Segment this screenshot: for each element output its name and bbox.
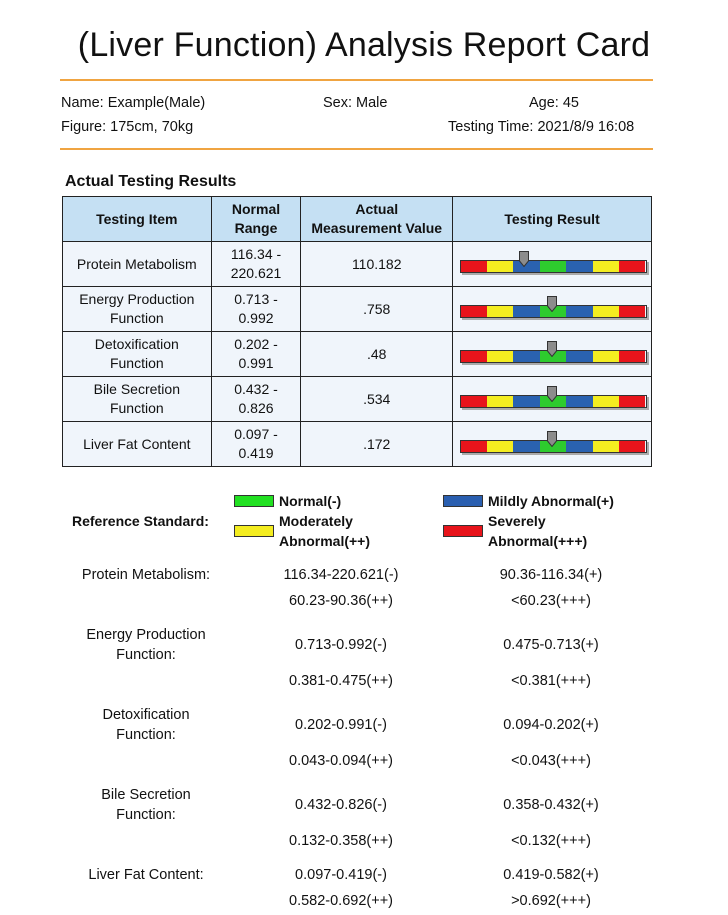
- reference-moderate-range: 60.23-90.36(++): [289, 593, 393, 609]
- testing-result: [453, 242, 652, 287]
- normal-range-line1: 0.097 -: [234, 426, 278, 442]
- reference-mild-range: 0.094-0.202(+): [503, 717, 599, 733]
- gauge-segment: [461, 261, 487, 272]
- gauge-segment: [619, 261, 645, 272]
- normal-range-line1: 0.713 -: [234, 291, 278, 307]
- patient-sex: Sex: Male: [323, 95, 388, 111]
- result-gauge: [460, 341, 645, 367]
- results-table: [62, 196, 652, 467]
- results-header-row: [63, 197, 652, 242]
- gauge-marker-icon: [547, 386, 557, 402]
- legend-moderate-label-line2: Abnormal(++): [279, 533, 371, 549]
- result-row: [63, 422, 652, 467]
- reference-moderate-range: 0.582-0.692(++): [289, 893, 393, 909]
- result-gauge: [460, 386, 645, 412]
- testing-item-line1: Energy Production: [79, 291, 195, 307]
- header-divider-top: [60, 79, 653, 81]
- gauge-segment: [593, 396, 619, 407]
- normal-range-line1: 116.34 -: [230, 246, 282, 262]
- reference-item-name: Protein Metabolism:: [81, 567, 211, 583]
- legend-moderate-label-line1: Moderately: [279, 513, 353, 529]
- reference-mild-range: 0.358-0.432(+): [503, 797, 599, 813]
- gauge-segment: [487, 396, 513, 407]
- result-gauge-bar: [460, 260, 647, 273]
- gauge-segment: [513, 306, 539, 317]
- gauge-marker-icon: [547, 341, 557, 357]
- gauge-segment: [487, 441, 513, 452]
- reference-item-name: Energy Production: [86, 627, 206, 643]
- legend-mild-swatch: [443, 495, 483, 507]
- normal-range-line2: 0.419: [238, 445, 274, 461]
- reference-moderate-range: 0.381-0.475(++): [289, 673, 393, 689]
- reference-item-name: Detoxification: [102, 707, 190, 723]
- reference-severe-range: <0.043(+++): [511, 753, 591, 769]
- report-title: (Liver Function) Analysis Report Card: [77, 26, 651, 64]
- reference-item-name: Liver Fat Content:: [88, 867, 204, 883]
- normal-range-line2: 0.992: [238, 310, 274, 326]
- testing-item-line1: Protein Metabolism: [76, 255, 197, 272]
- gauge-segment: [619, 306, 645, 317]
- testing-item: [63, 242, 212, 287]
- patient-age: Age: 45: [529, 95, 579, 111]
- reference-mild-range: 0.419-0.582(+): [503, 867, 599, 883]
- gauge-segment: [593, 351, 619, 362]
- gauge-segment: [540, 261, 566, 272]
- normal-range: [211, 332, 301, 377]
- measurement-value: .758: [301, 287, 453, 332]
- testing-item-line2: Function: [109, 355, 164, 371]
- testing-item: [63, 377, 212, 422]
- normal-range: [211, 287, 301, 332]
- gauge-segment: [461, 396, 487, 407]
- result-gauge: [460, 296, 645, 322]
- normal-range-line2: 220.621: [230, 265, 282, 281]
- patient-name: Name: Example(Male): [61, 95, 206, 111]
- result-row: [63, 377, 652, 422]
- reference-severe-range: <60.23(+++): [511, 593, 591, 609]
- gauge-segment: [566, 441, 592, 452]
- measurement-value: 110.182: [301, 242, 453, 287]
- testing-item-line1: Bile Secretion: [93, 381, 180, 397]
- testing-result: [453, 377, 652, 422]
- gauge-segment: [513, 351, 539, 362]
- header-divider-bottom: [60, 148, 653, 150]
- gauge-segment: [461, 441, 487, 452]
- reference-standard-label: Reference Standard:: [72, 513, 209, 529]
- results-section-title: Actual Testing Results: [65, 173, 237, 190]
- testing-time: Testing Time: 2021/8/9 16:08: [448, 119, 635, 135]
- gauge-marker-icon: [519, 251, 529, 267]
- testing-result: [453, 332, 652, 377]
- normal-range: [211, 242, 301, 287]
- gauge-marker-icon: [547, 296, 557, 312]
- normal-range-line2: 0.991: [238, 355, 274, 371]
- legend-mild-label: Mildly Abnormal(+): [488, 493, 614, 509]
- reference-severe-range: >0.692(+++): [511, 893, 591, 909]
- testing-result: [453, 287, 652, 332]
- testing-item: [63, 332, 212, 377]
- gauge-segment: [461, 306, 487, 317]
- testing-item: [63, 422, 212, 467]
- legend-severe-swatch: [443, 525, 483, 537]
- reference-mild-range: 0.475-0.713(+): [503, 637, 599, 653]
- gauge-segment: [513, 396, 539, 407]
- legend-severe-label-line1: Severely: [488, 513, 546, 529]
- normal-range: [211, 377, 301, 422]
- legend-moderate-swatch: [234, 525, 274, 537]
- measurement-value: .534: [301, 377, 453, 422]
- gauge-segment: [566, 306, 592, 317]
- result-row: [63, 287, 652, 332]
- legend-normal-label: Normal(-): [279, 493, 342, 509]
- testing-item-line1: Detoxification: [94, 336, 179, 352]
- reference-moderate-range: 0.043-0.094(++): [289, 753, 393, 769]
- gauge-segment: [619, 351, 645, 362]
- gauge-segment: [487, 261, 513, 272]
- reference-item-name-line2: Function:: [116, 727, 176, 743]
- header-measurement-line1: Actual: [355, 201, 399, 217]
- testing-result: [453, 422, 652, 467]
- gauge-segment: [566, 261, 592, 272]
- reference-mild-range: 90.36-116.34(+): [499, 567, 603, 583]
- gauge-segment: [461, 351, 487, 362]
- legend-normal-swatch: [234, 495, 274, 507]
- header-testing-item: Testing Item: [63, 197, 212, 242]
- gauge-segment: [593, 306, 619, 317]
- result-gauge: [460, 431, 645, 457]
- reference-item-name-line2: Function:: [116, 807, 176, 823]
- reference-severe-range: <0.132(+++): [511, 833, 591, 849]
- header-measurement-line2: Measurement Value: [311, 220, 443, 236]
- reference-item-name-line2: Function:: [116, 647, 176, 663]
- header-testing-result: Testing Result: [453, 197, 652, 242]
- result-row: [63, 332, 652, 377]
- testing-item-line2: Function: [109, 400, 164, 416]
- reference-item-name: Bile Secretion: [101, 787, 191, 803]
- gauge-segment: [513, 441, 539, 452]
- header-normal-range-line2: Range: [234, 220, 278, 236]
- gauge-segment: [487, 351, 513, 362]
- gauge-segment: [619, 441, 645, 452]
- reference-severe-range: <0.381(+++): [511, 673, 591, 689]
- header-measurement-value: [301, 197, 453, 242]
- normal-range-line2: 0.826: [238, 400, 274, 416]
- header-normal-range: [211, 197, 301, 242]
- reference-normal-range: 116.34-220.621(-): [283, 567, 399, 583]
- gauge-segment: [593, 261, 619, 272]
- gauge-segment: [566, 351, 592, 362]
- result-gauge: [460, 251, 645, 277]
- reference-normal-range: 0.432-0.826(-): [295, 797, 387, 813]
- normal-range-line1: 0.432 -: [234, 381, 278, 397]
- gauge-segment: [619, 396, 645, 407]
- legend-severe-label-line2: Abnormal(+++): [488, 533, 588, 549]
- header-normal-range-line1: Normal: [231, 201, 281, 217]
- patient-figure: Figure: 175cm, 70kg: [61, 119, 194, 135]
- normal-range-line1: 0.202 -: [234, 336, 278, 352]
- testing-item-line1: Liver Fat Content: [83, 435, 191, 452]
- gauge-segment: [487, 306, 513, 317]
- measurement-value: .172: [301, 422, 453, 467]
- gauge-marker-icon: [547, 431, 557, 447]
- testing-item: [63, 287, 212, 332]
- reference-moderate-range: 0.132-0.358(++): [289, 833, 393, 849]
- reference-normal-range: 0.097-0.419(-): [295, 867, 387, 883]
- testing-item-line2: Function: [109, 310, 164, 326]
- result-row: [63, 242, 652, 287]
- gauge-segment: [566, 396, 592, 407]
- reference-normal-range: 0.202-0.991(-): [295, 717, 387, 733]
- measurement-value: .48: [301, 332, 453, 377]
- gauge-segment: [593, 441, 619, 452]
- normal-range: [211, 422, 301, 467]
- reference-normal-range: 0.713-0.992(-): [295, 637, 387, 653]
